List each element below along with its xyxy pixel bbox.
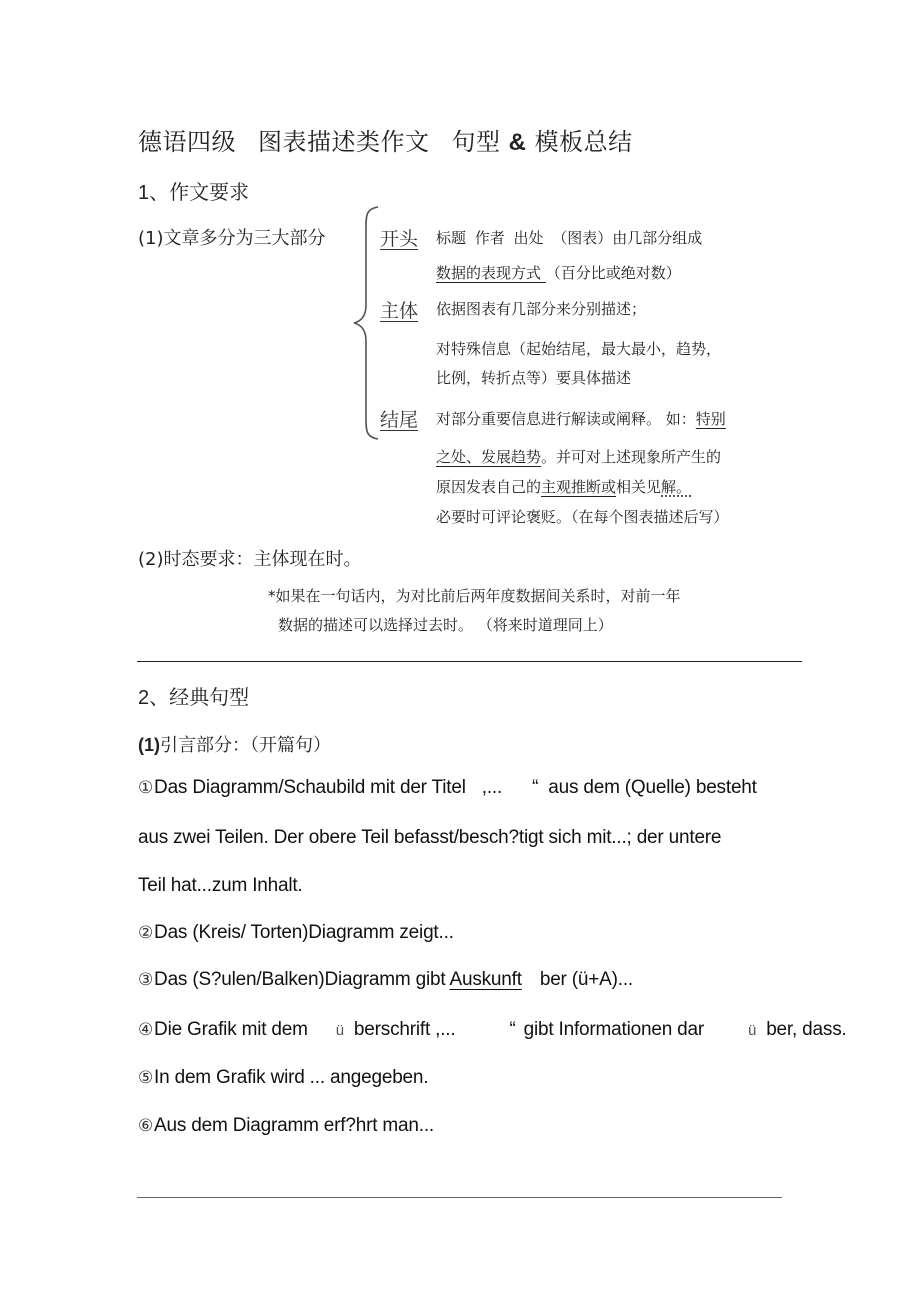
sentence-4-part-a: Die Grafik mit dem — [154, 1019, 308, 1040]
conclusion-line-3 — [436, 476, 691, 497]
sentence-4-quote: “ — [509, 1019, 516, 1040]
sentence-2 — [138, 922, 454, 944]
sentence-4-part-c: gibt Informationen dar — [523, 1019, 705, 1040]
intro-line-1: 标题 作者 出处 （图表）由几部分组成 — [436, 229, 703, 247]
title-part-1: 德语四级 — [138, 128, 236, 156]
subsection-label: 引言部分：（开篇句） — [160, 735, 331, 756]
part-label-intro: 开头 — [380, 228, 419, 250]
intro-line-2-underlined: 数据的表现方式 — [436, 264, 546, 282]
conclusion-line-3-underlined: 主观推断或 — [541, 478, 617, 496]
section-2-number: 2 — [138, 687, 150, 709]
sentence-1-part-a: Das Diagramm/Schaubild mit der Titel — [154, 777, 466, 798]
tense-note-line-1: *如果在一句话内，为对比前后两年度数据间关系时，对前一年 — [268, 587, 681, 605]
section-1-number: 1 — [138, 182, 150, 204]
sentence-4-part-b: berschrift ,... — [353, 1019, 456, 1040]
bottom-divider — [137, 1197, 782, 1198]
conclusion-line-1-text: 对部分重要信息进行解读或阐释。 如： — [436, 410, 696, 428]
section-1-title: 、作文要求 — [149, 180, 250, 204]
sentence-4-umlaut-2: ü — [748, 1022, 757, 1039]
sentence-4-part-d: ber, dass. — [766, 1019, 847, 1040]
intro-line-2 — [436, 262, 681, 283]
sentence-1-part-d: aus dem (Quelle) besteht — [548, 777, 757, 798]
sentence-1-line-2: aus zwei Teilen. Der obere Teil befasst/besch?tigt sich mit...; der untere — [138, 827, 722, 848]
section-2-heading — [138, 681, 249, 710]
title-part-2: 图表描述类作文 — [258, 128, 430, 156]
section-divider — [137, 661, 802, 662]
sentence-5 — [138, 1067, 428, 1089]
sentence-4-umlaut-1: ü — [335, 1022, 344, 1039]
body-line-3: 比例，转折点等）要具体描述 — [436, 369, 632, 387]
part-label-body: 主体 — [380, 300, 419, 322]
circled-number-6: ⑥ — [138, 1116, 154, 1136]
body-line-1: 依据图表有几部分来分别描述； — [436, 300, 647, 318]
sentence-4 — [138, 1019, 847, 1041]
conclusion-line-2-text: 。并可对上述现象所产生的 — [541, 448, 722, 466]
section-1-heading — [138, 176, 249, 205]
sentence-3-part-a: Das (S?ulen/Balken)Diagramm gibt — [154, 969, 450, 990]
sentence-5-text: In dem Grafik wird ... angegeben. — [154, 1067, 429, 1088]
intro-line-2-text: （百分比或绝对数） — [545, 264, 681, 282]
sentence-1-part-b: ,... — [481, 777, 503, 798]
sentence-3-underlined: Auskunft — [449, 969, 522, 990]
circled-number-3: ③ — [138, 970, 154, 990]
sentence-3-part-b: ber (ü+A)... — [539, 969, 633, 990]
circled-number-5: ⑤ — [138, 1068, 154, 1088]
sentence-3 — [138, 969, 633, 991]
sentence-1-quote: “ — [532, 777, 539, 798]
conclusion-line-1-underlined: 特别 — [695, 410, 726, 428]
circled-number-4: ④ — [138, 1020, 154, 1040]
subsection-intro-heading — [138, 731, 331, 757]
circled-number-1: ① — [138, 778, 154, 798]
title-part-3-pre: 句型 — [451, 128, 509, 156]
part-label-conclusion: 结尾 — [380, 409, 419, 431]
conclusion-line-2-underlined: 之处、发展趋势 — [436, 448, 542, 466]
tense-note-line-2: 数据的描述可以选择过去时。 （将来时道理同上） — [278, 616, 613, 634]
sentence-1-line-1 — [138, 777, 757, 799]
sentence-6 — [138, 1115, 434, 1137]
title-ampersand: & — [508, 129, 527, 156]
document-title — [138, 122, 633, 157]
section-2-title: 、经典句型 — [149, 685, 250, 709]
circled-number-2: ② — [138, 923, 154, 943]
sentence-6-text: Aus dem Diagramm erf?hrt man... — [154, 1115, 434, 1136]
conclusion-line-3-mid: 相关见 — [616, 478, 662, 496]
title-part-3-post: 模板总结 — [526, 128, 633, 156]
item-2-label: (2)时态要求：主体现在时。 — [138, 549, 362, 570]
conclusion-line-1 — [436, 408, 726, 429]
conclusion-line-3-pre: 原因发表自己的 — [436, 478, 542, 496]
body-line-2: 对特殊信息（起始结尾，最大最小，趋势， — [436, 340, 722, 358]
conclusion-line-4: 必要时可评论褒贬。（在每个图表描述后写） — [436, 508, 729, 526]
conclusion-line-3-underlined-2: 解。 — [661, 478, 692, 496]
sentence-2-text: Das (Kreis/ Torten)Diagramm zeigt... — [154, 922, 454, 943]
sentence-1-line-3: Teil hat...zum Inhalt. — [138, 875, 303, 896]
item-1-label: (1)文章多分为三大部分 — [138, 228, 326, 249]
conclusion-line-2 — [436, 446, 721, 467]
subsection-number: (1) — [138, 735, 160, 755]
curly-brace-icon — [352, 205, 382, 441]
